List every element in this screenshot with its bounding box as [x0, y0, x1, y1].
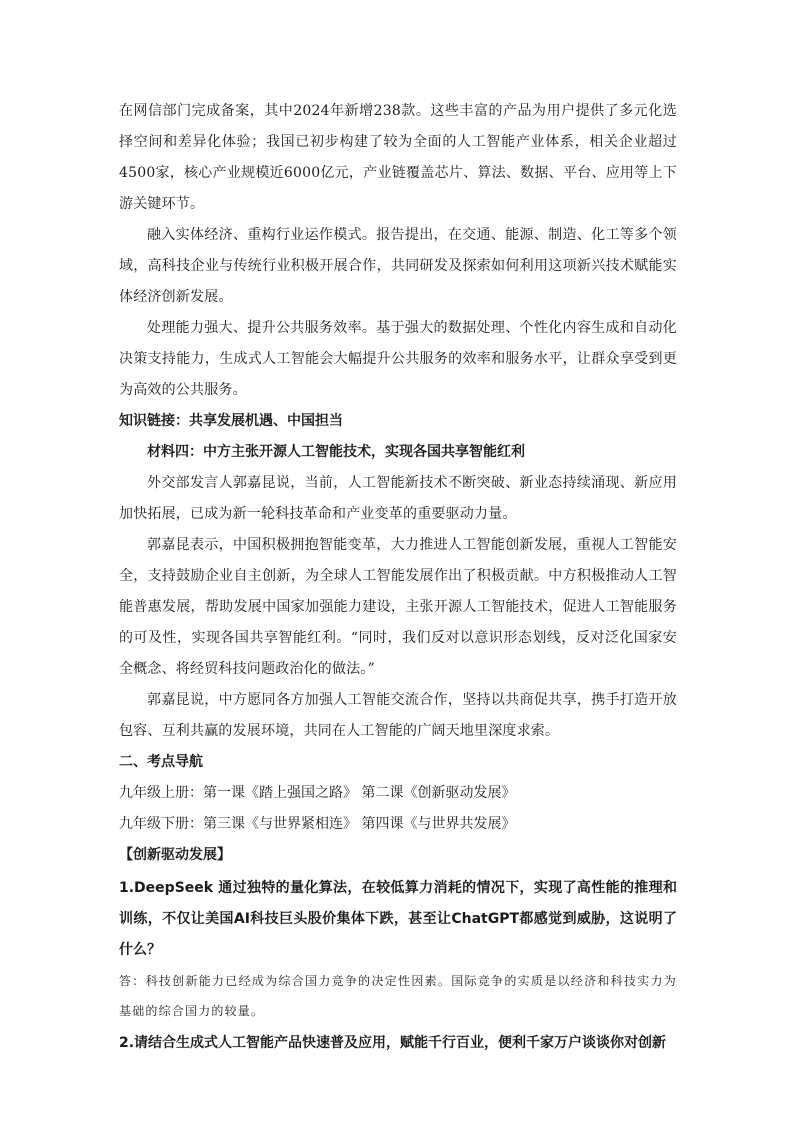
paragraph-china-stance: 郭嘉昆表示，中国积极拥抱智能变革，大力推进人工智能创新发展，重视人工智能安全，支持鼓励企业自主创新，为全球人工智能发展作出了积极贡献。中方积极推动人工智能普惠发展，帮助发展中国家加强能力建设，主张开源人工智能技术，促进人工智能服务的可及性，实现各国共享智能红利。“同时，我们反对以意识形态划线，反对泛化国家安全概念、将经贸科技问题政治化的做法。” [119, 537, 677, 677]
question-two: 2.请结合生成式人工智能产品快速普及应用，赋能千行百业，便利千家万户谈谈你对创新 [119, 1035, 667, 1051]
paragraph-ai-products: 在网信部门完成备案，其中2024年新增238款。这些丰富的产品为用户提供了多元化选择空间和差异化体验；我国已初步构建了较为全面的人工智能产业体系，相关企业超过4500家，核心产业规模近6000亿元，产业链覆盖芯片、算法、数据、平台、应用等上下游关键环节。 [119, 103, 677, 212]
innovation-section-header: 【创新驱动发展】 [119, 847, 231, 863]
material-four-title: 材料四：中方主张开源人工智能技术，实现各国共享智能红利 [147, 444, 525, 460]
grade-nine-second-volume: 九年级下册：第三课《与世界紧相连》 第四课《与世界共发展》 [119, 816, 516, 832]
paragraph-real-economy: 融入实体经济、重构行业运作模式。报告提出，在交通、能源、制造、化工等多个领域，高科技企业与传统行业积极开展合作，共同研发及探索如何利用这项新兴技术赋能实体经济创新发展。 [119, 227, 677, 305]
section-two-title: 二、考点导航 [119, 754, 203, 770]
paragraph-public-service: 处理能力强大、提升公共服务效率。基于强大的数据处理、个性化内容生成和自动化决策支持能力，生成式人工智能会大幅提升公共服务的效率和服务水平，让群众享受到更为高效的公共服务。 [119, 320, 677, 398]
page-content [119, 96, 677, 1059]
grade-nine-first-volume: 九年级上册：第一课《踏上强国之路》 第二课《创新驱动发展》 [119, 785, 516, 801]
paragraph-spokesperson: 外交部发言人郭嘉昆说，当前，人工智能新技术不断突破、新业态持续涌现、新应用加快拓展，已成为新一轮科技革命和产业变革的重要驱动力量。 [119, 475, 677, 522]
paragraph-cooperation: 郭嘉昆说，中方愿同各方加强人工智能交流合作，坚持以共商促共享，携手打造开放包容、互利共赢的发展环境，共同在人工智能的广阔天地里深度求索。 [119, 692, 677, 739]
answer-one: 答：科技创新能力已经成为综合国力竞争的决定性因素。国际竞争的实质是以经济和科技实力为基础的综合国力的较量。 [119, 974, 677, 1018]
question-one: 1.DeepSeek 通过独特的量化算法，在较低算力消耗的情况下，实现了高性能的推理和训练，不仅让美国AI科技巨头股价集体下跌，甚至让ChatGPT都感觉到威胁，这说明了什么？ [119, 880, 677, 958]
knowledge-link-heading: 知识链接：共享发展机遇、中国担当 [119, 413, 343, 429]
